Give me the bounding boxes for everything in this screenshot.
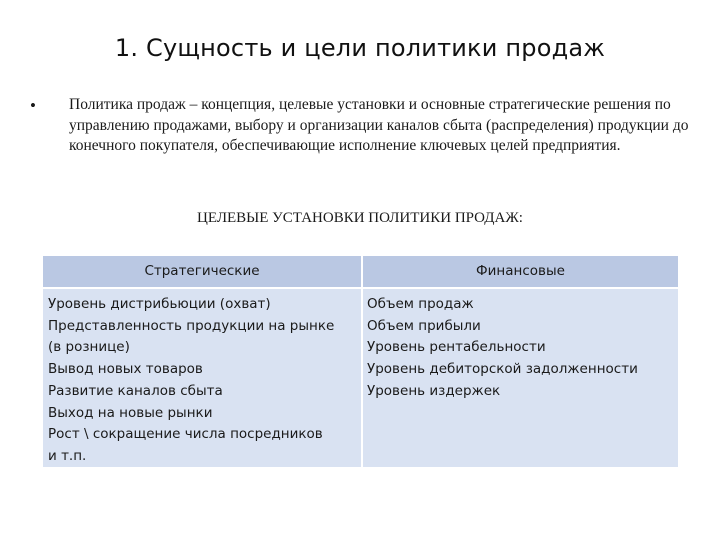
bullet-marker: • <box>30 96 36 115</box>
list-item: Развитие каналов сбыта <box>48 382 223 399</box>
list-item: Выход на новые рынки <box>48 404 213 421</box>
list-item: Объем прибыли <box>367 317 481 334</box>
list-item: Уровень дебиторской задолженности <box>367 361 638 378</box>
header-strategic: Стратегические <box>144 263 260 279</box>
list-item: Уровень дистрибьюции (охват) <box>48 296 271 312</box>
list-item: Объем продаж <box>367 296 474 312</box>
definition-paragraph: Политика продаж – концепция, целевые установки и основные стратегические решения по управлению продажами, выбору и организации каналов сбыта (распределения) продукции до конечного покупателя, обеспечивающие исполнение ключевых целей предприятия. <box>69 96 689 154</box>
list-item: и т.п. <box>48 447 87 464</box>
list-item: Представленность продукции на рынке <box>48 317 335 334</box>
strategic-goals-list <box>48 294 358 468</box>
column-divider <box>361 256 363 467</box>
list-item: Вывод новых товаров <box>48 361 203 378</box>
financial-goals-list <box>367 294 675 403</box>
list-item: Уровень издержек <box>367 382 501 399</box>
list-item: (в рознице) <box>48 339 130 356</box>
goals-table <box>43 256 678 467</box>
header-financial: Финансовые <box>476 263 565 279</box>
list-item: Уровень рентабельности <box>367 339 546 356</box>
list-item: Рост \ сокращение числа посредников <box>48 426 323 443</box>
slide-title: 1. Сущность и цели политики продаж <box>114 34 606 62</box>
section-subheading: ЦЕЛЕВЫЕ УСТАНОВКИ ПОЛИТИКИ ПРОДАЖ: <box>197 210 523 226</box>
